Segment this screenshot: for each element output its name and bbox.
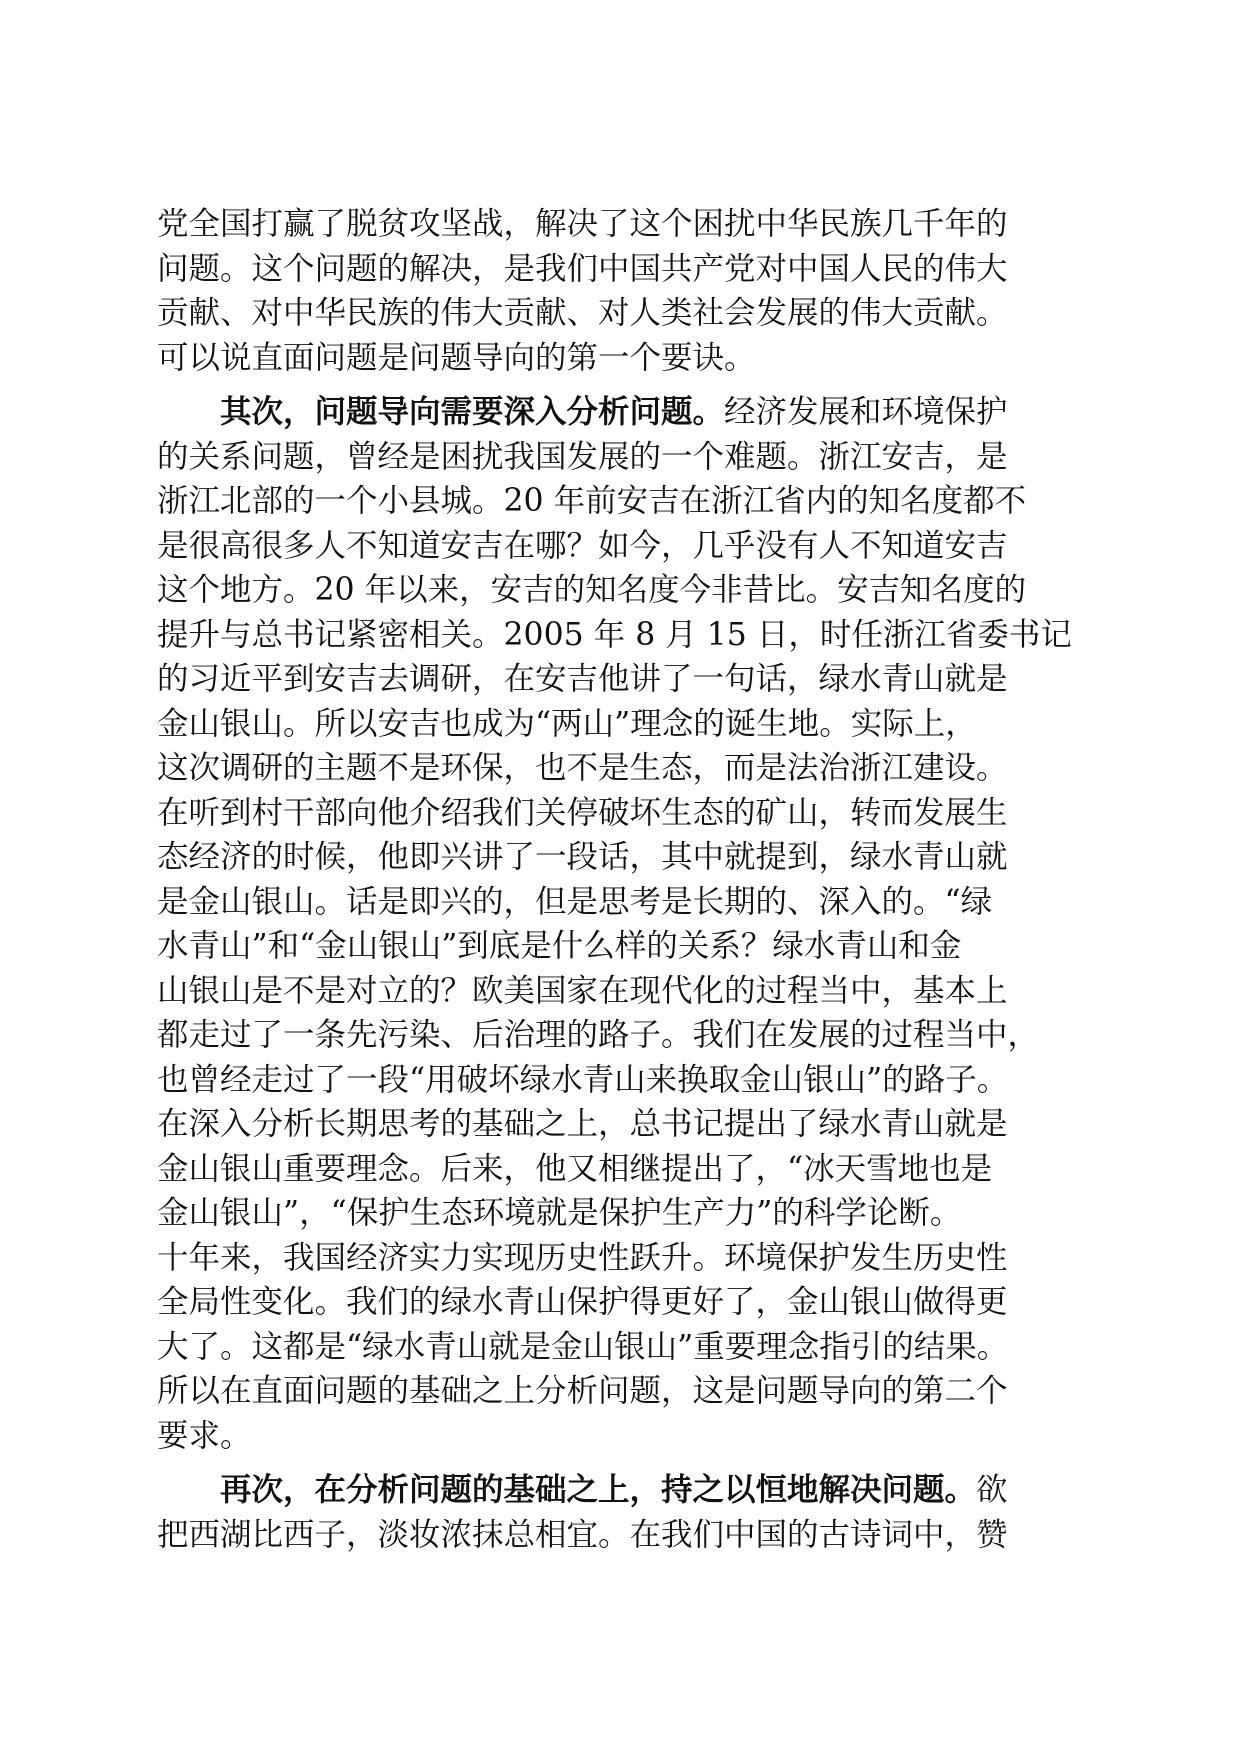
text-line: 在听到村干部向他介绍我们关停破坏生态的矿山，转而发展生 <box>157 794 1008 831</box>
text-run: 欲 <box>976 1472 1008 1508</box>
paragraph-1 <box>157 202 1097 380</box>
text-line: 全局性变化。我们的绿水青山保护得更好了，金山银山做得更 <box>157 1284 1008 1320</box>
text-line: 这次调研的主题不是环保，也不是生态，而是法治浙江建设。 <box>157 750 1008 786</box>
text-line: 金山银山”，“保护生态环境就是保护生产力”的科学论断。 <box>157 1195 962 1231</box>
text-line: 金山银山。所以安吉也成为“两山”理念的诞生地。实际上， <box>157 705 977 742</box>
text-line: 大了。这都是“绿水青山就是金山银山”重要理念指引的结果。 <box>157 1328 1009 1365</box>
text-line: 党全国打赢了脱贫攻坚战，解决了这个困扰中华民族几千年的 <box>157 206 1008 242</box>
document-body <box>157 202 1097 1557</box>
text-line: 山银山是不是对立的？欧美国家在现代化的过程当中，基本上 <box>157 972 1008 1009</box>
text-line: 这个地方。20 年以来，安吉的知名度今非昔比。安吉知名度的 <box>157 572 1027 608</box>
text-line: 问题。这个问题的解决，是我们中国共产党对中国人民的伟大 <box>157 250 1008 287</box>
text-line: 贡献、对中华民族的伟大贡献、对人类社会发展的伟大贡献。 <box>157 295 1008 331</box>
text-line-first <box>157 1468 1097 1513</box>
text-line: 浙江北部的一个小县城。20 年前安吉在浙江省内的知名度都不 <box>157 483 1027 519</box>
text-line: 提升与总书记紧密相关。2005 年 8 月 15 日，时任浙江省委书记 <box>157 616 1072 653</box>
text-line: 可以说直面问题是问题导向的第一个要诀。 <box>157 339 756 376</box>
text-line: 水青山”和“金山银山”到底是什么样的关系？绿水青山和金 <box>157 928 962 964</box>
text-line: 的关系问题，曾经是困扰我国发展的一个难题。浙江安吉，是 <box>157 438 1008 475</box>
text-line: 是金山银山。话是即兴的，但是思考是长期的、深入的。“绿 <box>157 883 993 920</box>
text-line: 态经济的时候，他即兴讲了一段话，其中就提到，绿水青山就 <box>157 839 1008 875</box>
paragraph-lead-heading: 再次，在分析问题的基础之上，持之以恒地解决问题。 <box>220 1471 977 1508</box>
paragraph-3 <box>157 1468 1097 1557</box>
text-line: 在深入分析长期思考的基础之上，总书记提出了绿水青山就是 <box>157 1106 1008 1142</box>
paragraph-lead-heading: 其次，问题导向需要深入分析问题。 <box>220 393 725 430</box>
text-line: 十年来，我国经济实力实现历史性跃升。环境保护发生历史性 <box>157 1239 1008 1276</box>
text-line: 要求。 <box>157 1417 252 1454</box>
text-line: 所以在直面问题的基础之上分析问题，这是问题导向的第二个 <box>157 1373 1008 1409</box>
text-line: 是很高很多人不知道安吉在哪？如今，几乎没有人不知道安吉 <box>157 527 1008 564</box>
text-line: 都走过了一条先污染、后治理的路子。我们在发展的过程当中， <box>157 1017 1040 1053</box>
text-line-first <box>157 390 1097 435</box>
text-line: 也曾经走过了一段“用破坏绿水青山来换取金山银山”的路子。 <box>157 1061 1009 1098</box>
text-line: 的习近平到安吉去调研，在安吉他讲了一句话，绿水青山就是 <box>157 661 1008 697</box>
text-line: 把西湖比西子，淡妆浓抹总相宜。在我们中国的古诗词中，赞 <box>157 1516 1008 1553</box>
paragraph-2 <box>157 390 1097 1458</box>
text-run: 经济发展和环境保护 <box>724 394 1008 430</box>
text-line: 金山银山重要理念。后来，他又相继提出了，“冰天雪地也是 <box>157 1150 993 1187</box>
